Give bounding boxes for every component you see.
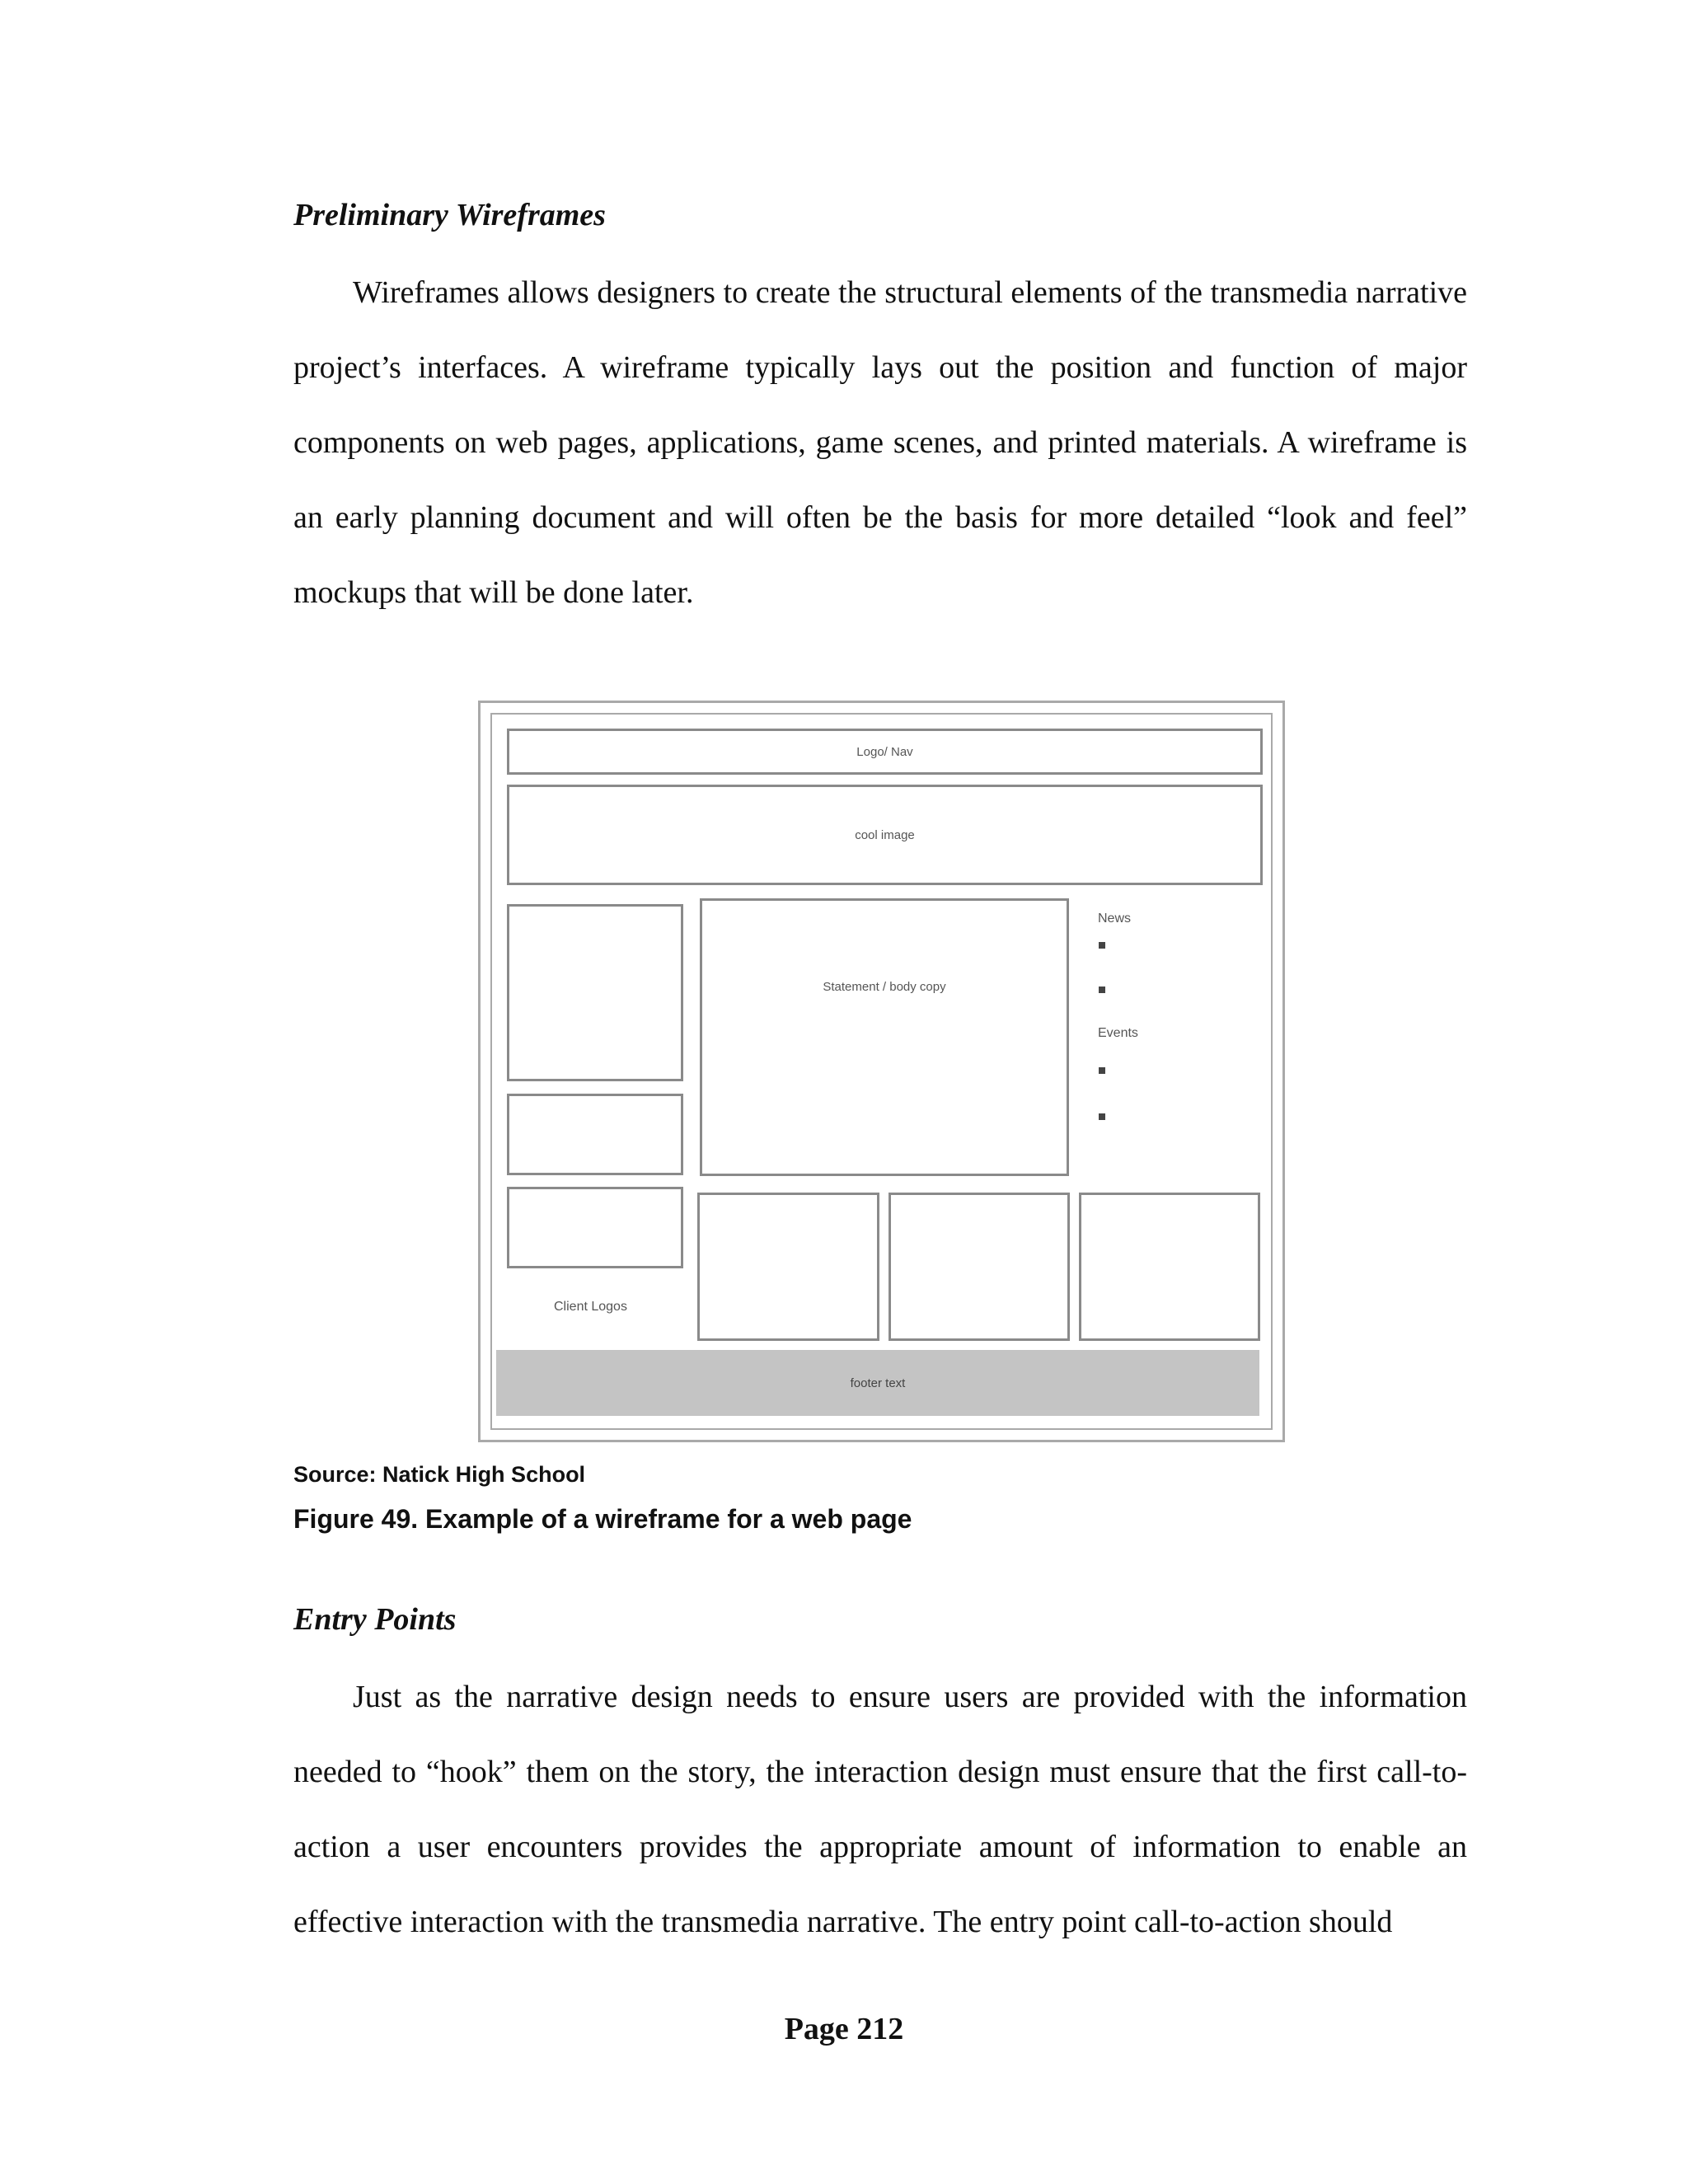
- wireframe-left-box-large: [507, 904, 683, 1081]
- wireframe-events-bullet-1: [1099, 1067, 1105, 1074]
- figure-source: Source: Natick High School: [293, 1462, 586, 1487]
- figure-caption: Figure 49. Example of a wireframe for a web page: [293, 1504, 912, 1534]
- wireframe-client-logos-label: Client Logos: [554, 1300, 627, 1314]
- wireframe-events-label: Events: [1098, 1026, 1138, 1040]
- wireframe-statement-box: Statement / body copy: [700, 898, 1069, 1176]
- section-heading-entry-points: Entry Points: [293, 1602, 457, 1637]
- wireframe-news-bullet-2: [1099, 987, 1105, 993]
- wireframe-bottom-box-3: [1079, 1193, 1260, 1341]
- section-heading-preliminary-wireframes: Preliminary Wireframes: [293, 198, 606, 232]
- wireframe-footer-bar: footer text: [496, 1350, 1259, 1416]
- page-number: Page 212: [784, 2012, 904, 2046]
- wireframe-cool-image-box: cool image: [507, 785, 1263, 885]
- wireframe-bottom-box-1: [697, 1193, 879, 1341]
- wireframe-events-bullet-2: [1099, 1113, 1105, 1120]
- wireframe-news-bullet-1: [1099, 942, 1105, 949]
- wireframe-news-label: News: [1098, 912, 1132, 926]
- wireframe-left-box-small: [507, 1187, 683, 1268]
- wireframe-left-box-medium: [507, 1094, 683, 1175]
- paragraph-wireframes: Wireframes allows designers to create the structural elements of the transmedia narrative project’s interfaces. A wireframe typically lays out the position and function of major components on web pages, applications, game scenes, and printed materials. A wireframe is an early planning document and will often be the basis for more detailed “look and feel” mockups that will be done later.: [293, 275, 1467, 610]
- wireframe-bottom-box-2: [889, 1193, 1070, 1341]
- paragraph-entry-points: Just as the narrative design needs to ensure users are provided with the information needed to “hook” them on the story, the interaction design must ensure that the first call-to-action a user encounters provides the appropriate amount of information to enable an effective interaction with the transmedia narrative. The entry point call-to-action should: [293, 1680, 1467, 1939]
- wireframe-logo-nav-box: Logo/ Nav: [507, 729, 1263, 775]
